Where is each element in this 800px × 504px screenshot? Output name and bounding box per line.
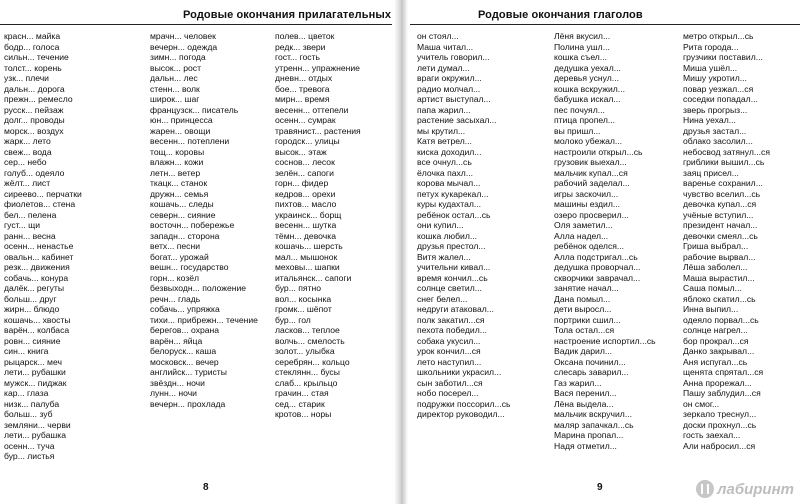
word-pair: недруги атаковал... bbox=[417, 304, 494, 314]
word-pair: сиреево... перчатки bbox=[4, 188, 82, 199]
word-pair: низк... палуба bbox=[4, 398, 60, 409]
word-pair: пес почуял... bbox=[554, 104, 605, 115]
word-pair: утренн... упражнение bbox=[275, 62, 360, 73]
word-pair: Миша ушёл... bbox=[683, 62, 738, 73]
word-pair: тощ... коровы bbox=[150, 146, 205, 157]
word-pair: настроили открыл...сь bbox=[554, 146, 643, 157]
word-pair: урок кончил...ся bbox=[417, 346, 481, 356]
word-pair: белоруск... каша bbox=[150, 346, 217, 356]
word-pair: враги окружил... bbox=[417, 73, 482, 83]
word-pair: узк... плечи bbox=[4, 73, 49, 83]
watermark-text: лабиринт bbox=[717, 480, 794, 498]
word-pair: бур... пятно bbox=[275, 283, 322, 293]
word-pair: голуб... одеяло bbox=[4, 167, 65, 178]
word-pair: слесарь заварил... bbox=[554, 367, 629, 377]
word-pair: осенн... туча bbox=[4, 440, 55, 451]
word-pair: городск... улицы bbox=[275, 136, 340, 146]
word-pair: серебрян... кольцо bbox=[275, 356, 350, 367]
left-column-2 bbox=[150, 31, 258, 409]
word-pair: дневн... отдых bbox=[275, 73, 333, 83]
word-pair: свеж... вода bbox=[4, 146, 52, 157]
word-pair: бор прокрал...ся bbox=[683, 335, 749, 346]
word-pair: бабушка искал... bbox=[554, 94, 621, 104]
right-column-1 bbox=[417, 31, 510, 420]
word-pair: кошачь... следы bbox=[150, 199, 214, 209]
labirint-icon bbox=[696, 480, 714, 498]
word-pair: портрики сшил... bbox=[554, 314, 621, 325]
word-pair: время кончил...сь bbox=[417, 272, 488, 283]
word-pair: вол... косынка bbox=[275, 293, 332, 304]
word-pair: жёлт... лист bbox=[4, 178, 51, 188]
word-pair: Дана помыл... bbox=[554, 293, 611, 304]
word-pair: соснов... лесок bbox=[275, 157, 335, 167]
word-pair: толст... корень bbox=[4, 62, 62, 73]
word-pair: Мишу укротил... bbox=[683, 73, 747, 83]
word-pair: грачин... стая bbox=[275, 388, 329, 398]
word-pair: далёк... регуты bbox=[4, 283, 65, 293]
word-pair: полк закатил...ся bbox=[417, 314, 485, 325]
word-pair: Лёша заболел... bbox=[683, 262, 748, 272]
word-pair: Вася перенил... bbox=[554, 388, 617, 398]
word-pair: вешн... государство bbox=[150, 262, 229, 272]
word-pair: он смог... bbox=[683, 398, 720, 409]
word-pair: они купил... bbox=[417, 220, 464, 230]
word-pair: английск... туристы bbox=[150, 367, 227, 377]
word-pair: ребёнок оделся... bbox=[554, 241, 625, 251]
word-pair: мужск... пиджак bbox=[4, 377, 67, 388]
word-pair: Алла надел... bbox=[554, 230, 609, 241]
word-pair: Оксана починил... bbox=[554, 356, 626, 367]
word-pair: мрачн... человек bbox=[150, 31, 216, 41]
word-pair: фиолетов... стена bbox=[4, 199, 76, 209]
word-pair: варенье сохранил... bbox=[683, 178, 763, 188]
word-pair: влажн... кожи bbox=[150, 157, 204, 167]
word-pair: Маша читал... bbox=[417, 41, 474, 52]
word-pair: Алла подстригал...сь bbox=[554, 251, 638, 262]
word-pair: долг... проводы bbox=[4, 115, 65, 125]
word-pair: небосвод затянул...ся bbox=[683, 146, 770, 157]
word-pair: гость заехал... bbox=[683, 430, 741, 440]
word-pair: Катя ветрел... bbox=[417, 136, 472, 146]
word-pair: красн... майка bbox=[4, 31, 61, 41]
word-pair: горн... козёл bbox=[150, 272, 200, 283]
word-pair: резк... движения bbox=[4, 262, 70, 272]
word-pair: лунн... ночи bbox=[150, 388, 197, 398]
word-pair: зверь прогрыз... bbox=[683, 104, 748, 115]
word-pair: учительни кивал... bbox=[417, 262, 491, 272]
word-pair: гост... гость bbox=[275, 52, 320, 62]
word-pair: сын заботил...ся bbox=[417, 377, 483, 388]
word-pair: Газ жарил... bbox=[554, 377, 602, 388]
word-pair: дальн... лес bbox=[150, 73, 198, 83]
word-pair: озеро просверил... bbox=[554, 209, 629, 220]
word-pair: северн... сияние bbox=[150, 209, 216, 220]
word-pair: полев... цветок bbox=[275, 31, 335, 41]
word-pair: друзья престол... bbox=[417, 241, 486, 251]
word-pair: кошка вскружил... bbox=[554, 83, 625, 94]
word-pair: Марина пропал... bbox=[554, 430, 624, 440]
word-pair: восточн... побережье bbox=[150, 220, 235, 230]
word-pair: рабочий заделал... bbox=[554, 178, 630, 188]
word-pair: яблоко скатил...сь bbox=[683, 293, 756, 304]
word-pair: Инна выпил... bbox=[683, 304, 739, 314]
word-pair: Данко закрывал... bbox=[683, 346, 755, 356]
right-page-number: 9 bbox=[597, 482, 603, 493]
word-pair: дружн... семья bbox=[150, 188, 209, 199]
word-pair: больш... друг bbox=[4, 293, 57, 304]
left-page-number: 8 bbox=[203, 482, 209, 493]
word-pair: стенн... волк bbox=[150, 83, 200, 94]
word-pair: звёздн... ночи bbox=[150, 377, 205, 388]
word-pair: овальн... кабинет bbox=[4, 251, 74, 262]
word-pair: земляни... черви bbox=[4, 419, 71, 430]
word-pair: радио молчал... bbox=[417, 83, 481, 94]
word-pair: собака укусил... bbox=[417, 335, 481, 346]
word-pair: кошка любил... bbox=[417, 230, 478, 241]
word-pair: одеяло порвал...сь bbox=[683, 314, 759, 325]
right-title-rule bbox=[410, 24, 800, 25]
word-pair: мал... мышонок bbox=[275, 251, 338, 262]
word-pair: русск... пейзаж bbox=[4, 104, 64, 115]
word-pair: рыцарск... меч bbox=[4, 356, 62, 367]
word-pair: директор руководил... bbox=[417, 409, 505, 419]
word-pair: мальчик вскручил... bbox=[554, 409, 632, 419]
word-pair: киска доходил... bbox=[417, 146, 482, 157]
word-pair: мирн... время bbox=[275, 94, 330, 104]
word-pair: бур... листья bbox=[4, 451, 55, 461]
word-pair: учитель говорил... bbox=[417, 52, 490, 62]
word-pair: чувство вселил...сь bbox=[683, 188, 761, 199]
word-pair: морск... воздух bbox=[4, 125, 64, 136]
word-pair: безвыходн... положение bbox=[150, 283, 247, 293]
word-pair: летн... ветер bbox=[150, 167, 201, 178]
word-pair: зеркало треснул... bbox=[683, 409, 757, 419]
word-pair: весенн... шутка bbox=[275, 220, 337, 230]
word-pair: маляр запачкал...сь bbox=[554, 419, 634, 430]
word-pair: широк... шаг bbox=[150, 94, 200, 104]
word-pair: ткацк... станок bbox=[150, 178, 208, 188]
word-pair: друзья застал... bbox=[683, 125, 747, 136]
word-pair: травянист... растения bbox=[275, 125, 361, 136]
watermark-logo bbox=[696, 478, 794, 500]
word-pair: подружки поссорил...сь bbox=[417, 398, 511, 409]
word-pair: молоко убежал... bbox=[554, 136, 623, 146]
word-pair: жарк... лето bbox=[4, 136, 51, 146]
word-pair: богат... урожай bbox=[150, 251, 209, 262]
word-pair: щенята спрятал...ся bbox=[683, 367, 764, 377]
word-pair: берегов... охрана bbox=[150, 325, 220, 335]
word-pair: тихи... прибрежн... течение bbox=[150, 314, 258, 325]
word-pair: учёные вступил... bbox=[683, 209, 754, 220]
word-pair: скворчики заврачал... bbox=[554, 272, 641, 283]
word-pair: Саша помыл... bbox=[683, 283, 742, 293]
word-pair: бур... гол bbox=[275, 314, 311, 325]
word-pair: машины ездил... bbox=[554, 199, 621, 209]
word-pair: Лёня вкусил... bbox=[554, 31, 611, 41]
word-pair: артист выступал... bbox=[417, 94, 491, 104]
left-title-rule bbox=[0, 24, 392, 25]
word-pair: Пашу заблудил...ся bbox=[683, 388, 761, 398]
word-pair: западн... сторона bbox=[150, 230, 220, 241]
word-pair: Али набросил...ся bbox=[683, 440, 756, 451]
word-pair: солнце нагрел... bbox=[683, 325, 748, 335]
word-pair: золот... улыбка bbox=[275, 346, 335, 356]
word-pair: бел... пелена bbox=[4, 209, 57, 220]
word-pair: стеклянн... бусы bbox=[275, 367, 340, 377]
word-pair: Аня испугал...сь bbox=[683, 356, 748, 367]
word-pair: собачь... конура bbox=[4, 272, 69, 283]
book-gutter bbox=[394, 0, 408, 504]
word-pair: меховы... шапки bbox=[275, 262, 340, 272]
word-pair: Гриша выбрал... bbox=[683, 241, 749, 251]
word-pair: сильн... течение bbox=[4, 52, 69, 62]
word-pair: метро открыл...сь bbox=[683, 31, 754, 41]
word-pair: итальянск... сапоги bbox=[275, 272, 352, 283]
word-pair: прежн... ремесло bbox=[4, 94, 73, 104]
word-pair: ёлочка пахл... bbox=[417, 167, 473, 178]
word-pair: варён... колбаса bbox=[4, 325, 70, 335]
word-pair: ребёнок остал...сь bbox=[417, 209, 491, 220]
word-pair: варён... яйца bbox=[150, 335, 203, 346]
word-pair: корова мычал... bbox=[417, 178, 481, 188]
word-pair: дедушка проворчал... bbox=[554, 262, 641, 272]
word-pair: жарен... овощи bbox=[150, 125, 211, 136]
word-pair: петух кукарекал... bbox=[417, 188, 489, 199]
word-pair: Витя жалел... bbox=[417, 251, 471, 262]
word-pair: осенн... сумрак bbox=[275, 115, 336, 125]
word-pair: ровн... сияние bbox=[4, 335, 61, 346]
left-column-1 bbox=[4, 31, 82, 462]
word-pair: повар уезжал...ся bbox=[683, 83, 754, 94]
word-pair: кошачь... хвосты bbox=[4, 314, 71, 325]
word-pair: жирн... блюдо bbox=[4, 304, 60, 314]
left-page-title: Родовые окончания прилагательных bbox=[183, 9, 392, 21]
word-pair: вечерн... одежда bbox=[150, 41, 218, 52]
word-pair: московск... вечер bbox=[150, 356, 219, 367]
word-pair: густ... щи bbox=[4, 220, 41, 230]
right-column-2 bbox=[554, 31, 656, 451]
word-pair: бодр... голоса bbox=[4, 41, 60, 52]
word-pair: ветх... песни bbox=[150, 241, 201, 251]
word-pair: все очнул...сь bbox=[417, 157, 472, 167]
word-pair: син... книга bbox=[4, 346, 49, 356]
left-column-3 bbox=[275, 31, 361, 420]
word-pair: горн... фидер bbox=[275, 178, 329, 188]
word-pair: Вадик дарил... bbox=[554, 346, 613, 356]
word-pair: соседки попадал... bbox=[683, 94, 758, 104]
word-pair: собачь... упряжка bbox=[150, 304, 220, 314]
word-pair: пихтов... масло bbox=[275, 199, 337, 209]
word-pair: Нина уехал... bbox=[683, 115, 736, 125]
word-pair: редк... звери bbox=[275, 41, 326, 52]
word-pair: доски прохнул...сь bbox=[683, 419, 757, 430]
word-pair: зимн... погода bbox=[150, 52, 206, 62]
word-pair: вечерн... прохлада bbox=[150, 398, 226, 409]
word-pair: дедушка уехал... bbox=[554, 62, 621, 73]
word-pair: Тола остал...ся bbox=[554, 325, 615, 335]
word-pair: президент начал... bbox=[683, 220, 758, 230]
word-pair: грузчики поставил... bbox=[683, 52, 763, 62]
word-pair: волчь... смелость bbox=[275, 335, 345, 346]
word-pair: юн... принцесса bbox=[150, 115, 213, 125]
word-pair: кошачь... шерсть bbox=[275, 241, 343, 251]
word-pair: кедров... орехи bbox=[275, 188, 336, 199]
word-pair: украинск... борщ bbox=[275, 209, 342, 220]
word-pair: Анна прорежал... bbox=[683, 377, 752, 388]
word-pair: дети выросл... bbox=[554, 304, 612, 314]
word-pair: рабочие вырвал... bbox=[683, 251, 756, 262]
word-pair: Маша вырастил... bbox=[683, 272, 755, 283]
word-pair: высок... рост bbox=[150, 62, 202, 73]
word-pair: бое... тревога bbox=[275, 83, 330, 94]
word-pair: речн... гладь bbox=[150, 293, 201, 304]
word-pair: лето наступил... bbox=[417, 356, 482, 367]
word-pair: лети... рубашки bbox=[4, 367, 66, 377]
word-pair: тёмн... девочка bbox=[275, 230, 336, 241]
word-pair: нобо посерел... bbox=[417, 388, 479, 398]
word-pair: сед... старик bbox=[275, 398, 325, 409]
word-pair: деревья уснул... bbox=[554, 73, 619, 83]
word-pair: высок... этаж bbox=[275, 146, 327, 157]
word-pair: снег белел... bbox=[417, 293, 468, 304]
word-pair: заяц присел... bbox=[683, 167, 739, 178]
word-pair: громк... шёпот bbox=[275, 304, 332, 314]
word-pair: осенн... ненастье bbox=[4, 241, 74, 251]
word-pair: папа жарил... bbox=[417, 104, 471, 115]
word-pair: занятие начал... bbox=[554, 283, 619, 293]
word-pair: Рита города... bbox=[683, 41, 739, 52]
word-pair: кошка съел... bbox=[554, 52, 607, 62]
right-page-title: Родовые окончания глаголов bbox=[478, 9, 643, 21]
word-pair: весенн... потеплени bbox=[150, 136, 230, 146]
word-pair: сер... небо bbox=[4, 157, 47, 167]
word-pair: вы пришл... bbox=[554, 125, 601, 136]
word-pair: школьники украсил... bbox=[417, 367, 502, 377]
word-pair: он стоял... bbox=[417, 31, 459, 41]
word-pair: девочка купал...ся bbox=[683, 199, 757, 209]
word-pair: Лёна выдела... bbox=[554, 398, 614, 409]
word-pair: больш... зуб bbox=[4, 409, 53, 419]
word-pair: солнце светил... bbox=[417, 283, 482, 293]
word-pair: Оля заметил... bbox=[554, 220, 613, 230]
word-pair: весенн... оттепели bbox=[275, 104, 349, 115]
word-pair: растение засыхал... bbox=[417, 115, 497, 125]
word-pair: французск... писатель bbox=[150, 104, 239, 115]
word-pair: Надя отметил... bbox=[554, 440, 617, 451]
word-pair: куры кудахтал... bbox=[417, 199, 482, 209]
word-pair: облако засолил... bbox=[683, 136, 753, 146]
word-pair: мы крутил... bbox=[417, 125, 466, 136]
word-pair: ранн... весна bbox=[4, 230, 56, 241]
word-pair: пехота победил... bbox=[417, 325, 487, 335]
word-pair: кар... глаза bbox=[4, 388, 49, 398]
word-pair: Полина ушл... bbox=[554, 41, 610, 52]
word-pair: зелён... сапоги bbox=[275, 167, 334, 178]
right-column-3 bbox=[683, 31, 770, 451]
word-pair: птица пропел... bbox=[554, 115, 616, 125]
word-pair: кротов... норы bbox=[275, 409, 332, 419]
word-pair: гриблики вышил...сь bbox=[683, 157, 765, 167]
word-pair: ласков... теплое bbox=[275, 325, 340, 335]
word-pair: лети... рубашка bbox=[4, 430, 66, 440]
word-pair: мальчик купал...ся bbox=[554, 167, 628, 178]
word-pair: девочки смеял...сь bbox=[683, 230, 758, 241]
word-pair: слаб... крыльцо bbox=[275, 377, 338, 388]
word-pair: настроение испортил...сь bbox=[554, 335, 656, 346]
word-pair: лети думал... bbox=[417, 62, 470, 73]
word-pair: грузовик выехал... bbox=[554, 157, 627, 167]
word-pair: дальн... дорога bbox=[4, 83, 65, 94]
word-pair: игры заскочил... bbox=[554, 188, 619, 199]
